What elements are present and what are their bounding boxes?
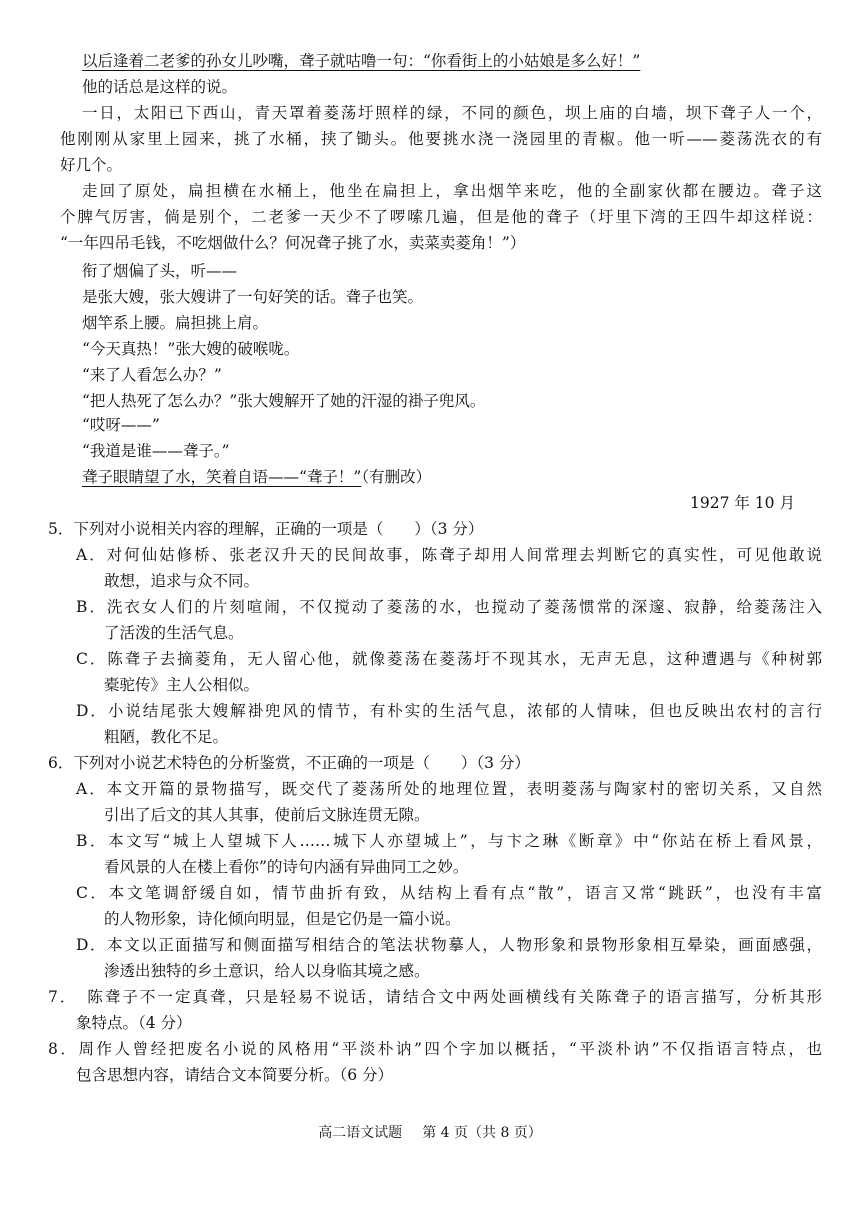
story-line: 好几个。: [60, 156, 123, 174]
story-line: 一日，太阳已下西山，青天罩着菱荡圩照样的绿，不同的颜色，坝上庙的白墙，坝下聋子人一个，: [82, 104, 822, 122]
question-6-option-c: C．本文笔调舒缓自如，情节曲折有致，从结构上看有点“散”，语言又常“跳跃”，也没有丰富: [76, 884, 822, 902]
story-line: 是张大嫂，张大嫂讲了一句好笑的话。聋子也笑。: [82, 288, 424, 306]
question-6-option-b-cont: 看风景的人在楼上看你”的诗句内涵有异曲同工之妙。: [104, 858, 469, 876]
question-5-option-d: D．小说结尾张大嫂解褂兜风的情节，有朴实的生活气息，浓郁的人情味，但也反映出农村的言行: [76, 702, 822, 720]
story-line-underlined-2: 聋子眼睛望了水，笑着自语——“聋子！”: [82, 468, 362, 486]
question-5-option-b-cont: 了活泼的生活气息。: [104, 624, 244, 642]
question-6-option-d: D．本文以正面描写和侧面描写相结合的笔法状物摹人，人物形象和景物形象相互晕染，画面感强，: [76, 936, 822, 954]
question-5-option-a-cont: 敢想，追求与众不同。: [104, 572, 260, 590]
question-8-stem: 8．周作人曾经把废名小说的风格用“平淡朴讷”四个字加以概括，“平淡朴讷”不仅指语言特点，也: [48, 1040, 822, 1058]
revision-note: （有删改）: [361, 468, 432, 486]
question-6-option-a-cont: 引出了后文的其人其事，使前后文脉连贯无隙。: [104, 806, 430, 824]
question-7-stem: 7． 陈聋子不一定真聋，只是轻易不说话，请结合文中两处画横线有关陈聋子的语言描写，分析其形: [48, 988, 822, 1006]
question-5-option-a: A．对何仙姑修桥、张老汉升天的民间故事，陈聋子却用人间常理去判断它的真实性，可见他敢说: [76, 546, 822, 564]
question-8-stem-cont: 包含思想内容，请结合文本简要分析。（6 分）: [76, 1066, 394, 1084]
question-5-option-b: B．洗衣女人们的片刻喧闹，不仅搅动了菱荡的水，也搅动了菱荡惯常的深邃、寂静，给菱荡注入: [76, 598, 822, 616]
story-line: “一年四吊毛钱，不吃烟做什么？何况聋子挑了水，卖菜卖菱角！”）: [60, 234, 526, 252]
story-date: 1927 年 10 月: [690, 494, 795, 512]
question-6-option-a: A．本文开篇的景物描写，既交代了菱荡所处的地理位置，表明菱荡与陶家村的密切关系，又自然: [76, 780, 822, 798]
question-5-option-c: C．陈聋子去摘菱角，无人留心他，就像菱荡在菱荡圩不现其水，无声无息，这种遭遇与《种树郭: [76, 650, 822, 668]
story-line: 他刚刚从家里上园来，挑了水桶，挟了锄头。他要挑水浇一浇园里的青椒。他一听——菱荡洗衣的有: [60, 130, 822, 148]
question-7-stem-cont: 象特点。（4 分）: [76, 1014, 192, 1032]
question-5-option-d-cont: 粗陋，教化不足。: [104, 728, 229, 746]
question-6-stem: 6．下列对小说艺术特色的分析鉴赏，不正确的一项是（ ）（3 分）: [48, 754, 530, 772]
story-last-line: [82, 464, 431, 490]
question-6-option-b: B．本文写“城上人望城下人……城下人亦望城上”，与卞之琳《断章》中“你站在桥上看风景，: [76, 832, 822, 850]
story-line: “把人热死了怎么办？”张大嫂解开了她的汗湿的褂子兜风。: [82, 392, 486, 410]
question-5-option-c-cont: 橐驼传》主人公相似。: [104, 676, 260, 694]
question-6-option-d-cont: 渗透出独特的乡土意识，给人以身临其境之感。: [104, 962, 430, 980]
story-line: “来了人看怎么办？”: [82, 366, 222, 384]
story-line: 个脾气厉害，倘是别个，二老爹一天少不了啰嗦几遍，但是他的聋子（圩里下湾的王四牛却这样说：: [60, 208, 822, 226]
question-5-stem: 5．下列对小说相关内容的理解，正确的一项是（ ）（3 分）: [48, 520, 484, 538]
story-line: “我道是谁——聋子。”: [82, 442, 230, 460]
story-line: 衔了烟偏了头，听——: [82, 262, 238, 280]
story-line: “今天真热！”张大嫂的破喉咙。: [82, 340, 300, 358]
story-line: 烟竿系上腰。扁担挑上肩。: [82, 314, 269, 332]
footer-subject: 高二语文试题: [318, 1125, 403, 1141]
story-line: “哎呀——”: [82, 416, 160, 434]
story-line: 他的话总是这样的说。: [82, 78, 238, 96]
story-line: 走回了原处，扁担横在水桶上，他坐在扁担上，拿出烟竿来吃，他的全副家伙都在腰边。聋子这: [82, 182, 822, 200]
page-footer: [0, 1123, 860, 1143]
footer-page-number: 第 4 页（共 8 页）: [422, 1125, 542, 1141]
story-line-underlined-1: 以后逢着二老爹的孙女儿吵嘴，聋子就咕噜一句：“你看街上的小姑娘是多么好！”: [82, 52, 641, 70]
question-6-option-c-cont: 的人物形象，诗化倾向明显，但是它仍是一篇小说。: [104, 910, 461, 928]
